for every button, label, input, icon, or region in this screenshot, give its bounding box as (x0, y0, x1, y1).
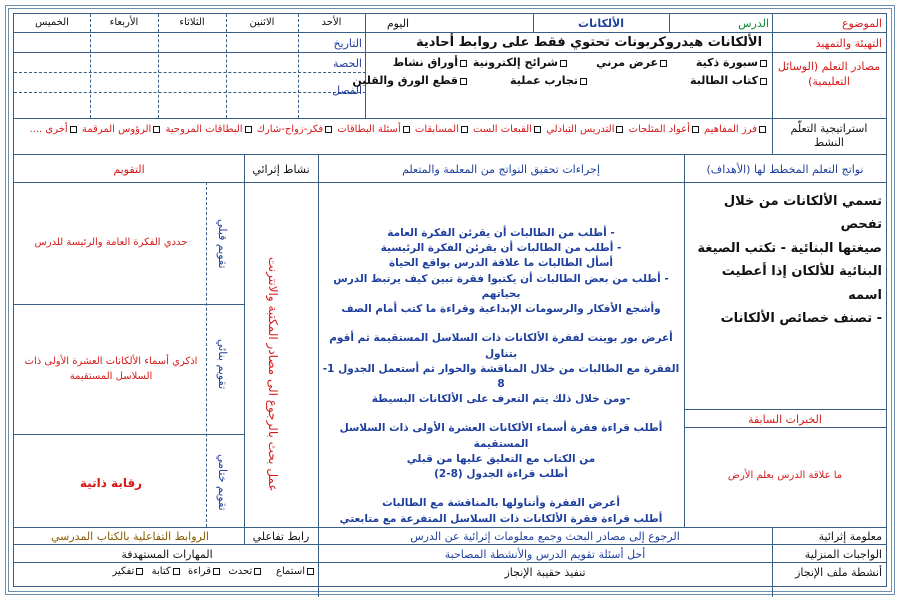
day-sunday: الأحد (321, 17, 342, 28)
lesson-plan-table (13, 13, 887, 587)
enrichment-text: عمل بحث بالرجوع الى مصادر المكتبة والانترنت (266, 256, 280, 492)
homework-value: أحل أسئلة تقويم الدرس والأنشطة المصاحبة (444, 548, 646, 561)
resource-item: عرض مرني (569, 56, 669, 69)
resource-item: أوراق نشاط (369, 56, 469, 69)
procedures-header: إجراءات تحقيق النواتج من المعلمة والمتعلم (402, 163, 600, 176)
portfolio-label: أنشطة ملف الإنجاز (795, 566, 882, 579)
day-tuesday: الثلاثاء (179, 17, 205, 28)
subject-label: الموضوع (841, 17, 882, 30)
resource-item: تجارب عملية (469, 74, 589, 87)
evaluation-text-summative: رقابة ذاتية (79, 476, 143, 490)
class-label: الفصل (332, 84, 362, 97)
portfolio-value: تنفيذ حقيبة الإنجاز (504, 566, 586, 579)
evaluation-type-formative: تقويم بنائي (216, 339, 229, 390)
enrich-info-label: معلومة إثرائية (818, 530, 882, 543)
evaluation-header: التقويم (113, 163, 145, 176)
outcome-line: البنائية للألكان إذا أعطيت اسمه (721, 264, 882, 303)
intro-value: الألكانات هيدروكربونات تحتوي فقط على روابط أحادية (415, 35, 763, 50)
homework-label: الواجبات المنزلية (804, 548, 882, 561)
prior-label: الخبرات السابقة (748, 413, 822, 426)
day-wednesday: الأربعاء (109, 17, 139, 28)
procedures-text: - أطلب من الطالبات أن يقرئن الفكرة العامة - أطلب من الطالبات أن يقرئن الفكرة الرئيسية أسأل الطالبات ما علاقة الدرس بواقع الحياة - أطلب من بعض الطالبات أن يكتبوا فقرة تبين كيف يرتبط الدرس بحياتهم وأشجع الأفكار والرسومات الإبداعية وقراءة ما كتب أمام الصف أعرض بور بوينت لفقرة الألكانات ذات السلاسل المستقيمة ثم أقوم بتناول الفقرة مع الطالبات من خلال المناقشة والحوار ثم أستعمل الجدول 1-8 -ومن خلال ذلك يتم التعرف على الألكانات البسيطة أطلب قراءة فقرة أسماء الألكانات العشرة الأولى ذات السلاسل المستقيمة من الكتاب مع التعليق عليها من قبلي أطلب قراءة الجدول (8-2) أعرض الفقرة وأتناولها بالمناقشة مع الطالبات أطلب قراءة فقرة الألكانات ذات السلاسل المتفرعة مع متابعتي (322, 227, 680, 525)
outcomes-text (688, 190, 882, 330)
intro-label: التهيئة والتمهيد (815, 37, 882, 50)
evaluation-type-summative: تقويم ختامي (216, 454, 229, 511)
outcomes-header: نواتج التعلم المخطط لها (الأهداف) (706, 163, 864, 176)
outcome-line: صيغتها البنائية - تكتب الصيغة (697, 240, 882, 256)
strategies-list: فرز المفاهيم أعواد المثلجات التدريس التبادلي القبعات الست المسابقات أسئلة البطاقات فكر-زواج-شارك البطاقات المروحية الرؤوس المرقمة أخرى .... (18, 122, 768, 138)
outcome-line: تسمي الألكانات من خلال تفحص (723, 194, 882, 233)
interactive-label: رابط تفاعلي (252, 530, 310, 543)
resource-item: سبورة ذكية (669, 56, 769, 69)
period-label: الحصة (333, 57, 362, 70)
strategies-label: استراتيجية التعلّم النشط (790, 122, 868, 150)
resource-item: قطع الورق والقلين (394, 74, 469, 87)
date-label: التاريخ (333, 37, 362, 50)
interactive-value[interactable]: الروابط التفاعلية بالكتاب المدرسي (50, 530, 209, 543)
skills-label: المهارات المستهدفة (121, 548, 213, 561)
day-monday: الاثنين (249, 17, 275, 28)
lesson-value: الألكانات (578, 17, 624, 30)
prior-value: ما علاقة الدرس بعلم الأرض (727, 470, 843, 481)
outcome-line: - تصنف خصائص الألكانات (720, 310, 882, 326)
enrichment-header: نشاط إثرائي (252, 163, 310, 176)
page-frame (5, 5, 895, 595)
day-label: اليوم (386, 17, 410, 30)
resources-label: مصادر التعلم (الوسائل التعليمية) (777, 60, 881, 88)
resource-item: كتاب الطالبة (594, 74, 769, 87)
evaluation-text-pre: حددي الفكرة العامة والرئيسة للدرس (34, 237, 188, 248)
enrich-info-value: الرجوع إلى مصادر البحث وجمع معلومات إثرائية عن الدرس (410, 530, 680, 543)
evaluation-text-formative: اذكري أسماء الألكانات العشرة الأولى ذات السلاسل المستقيمة (24, 356, 198, 382)
day-thursday: الخميس (35, 17, 69, 28)
evaluation-type-pre: تقويم قبلي (216, 219, 229, 269)
lesson-label: الدرس (738, 17, 769, 30)
resource-item: شرائح إلكترونية (469, 56, 569, 69)
skills-list: استماع تحدث قراءة كتابة تفكير (18, 566, 316, 578)
